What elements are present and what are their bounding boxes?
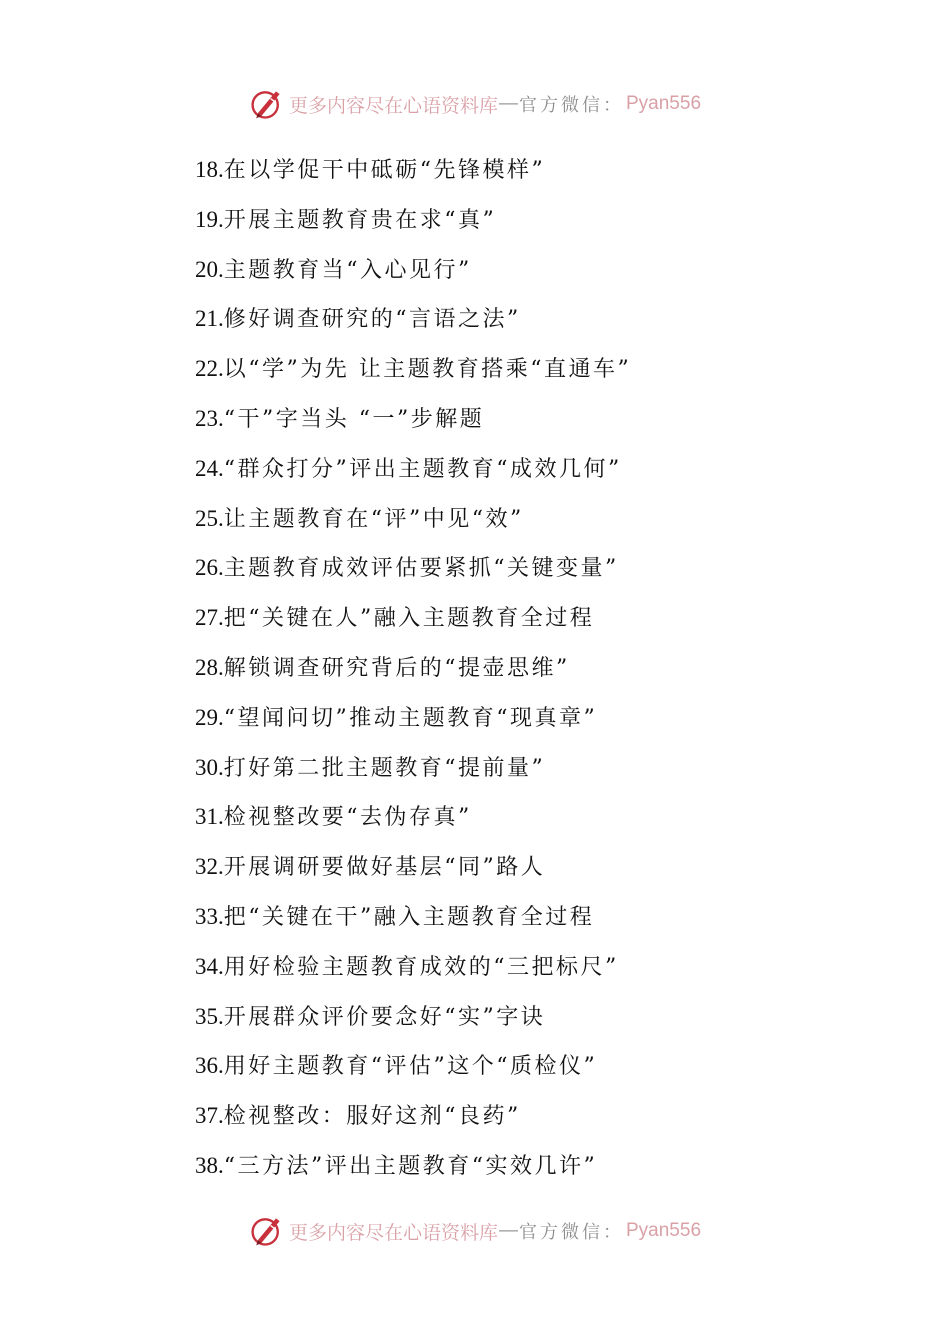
list-item [195, 297, 895, 347]
list-item-number: 31. [195, 804, 224, 830]
list-item-number: 32. [195, 854, 224, 880]
list-item [195, 447, 895, 497]
list-item-number: 26. [195, 555, 224, 581]
banner-wechat-id: Pyan556 [626, 93, 702, 114]
list-item-number: 23. [195, 405, 224, 431]
list-item [195, 845, 895, 895]
list-item-text: 主题教育当“入心见行” [223, 257, 472, 283]
list-item-number: 34. [195, 953, 224, 979]
list-item-number: 33. [195, 903, 224, 929]
list-item-number: 27. [195, 605, 224, 631]
banner-dash: — [499, 93, 518, 114]
list-item-text: “望闻问切”推动主题教育“现真章” [223, 705, 598, 731]
list-item [195, 198, 895, 248]
list-item-number: 25. [195, 505, 224, 531]
list-item-number: 38. [195, 1152, 224, 1178]
list-item [195, 1144, 895, 1194]
list-item-number: 36. [195, 1053, 224, 1079]
list-item-text: “三方法”评出主题教育“实效几许” [223, 1153, 598, 1179]
list-item-text: 修好调查研究的“言语之法” [223, 307, 521, 333]
list-item-number: 21. [195, 306, 224, 332]
banner-slogan: 更多内容尽在心语资料库 [288, 1221, 498, 1244]
list-item-text: “群众打分”评出主题教育“成效几何” [223, 456, 622, 482]
list-item [195, 945, 895, 995]
list-item [195, 397, 895, 447]
banner-official-label: 官方微信： [519, 95, 624, 116]
list-item-text: 把“关键在人”融入主题教育全过程 [223, 606, 595, 632]
list-item [195, 646, 895, 696]
list-item [195, 148, 895, 198]
list-item-text: 以“学”为先 让主题教育搭乘“直通车” [223, 357, 632, 383]
list-item [195, 497, 895, 547]
list-item-text: 让主题教育在“评”中见“效” [223, 506, 524, 532]
list-item-text: 解锁调查研究背后的“提壶思维” [223, 655, 570, 681]
list-item [195, 696, 895, 746]
list-item-number: 22. [195, 356, 224, 382]
list-item [195, 895, 895, 945]
list-item-number: 20. [195, 256, 224, 282]
list-item-text: 开展群众评价要念好“实”字诀 [223, 1004, 546, 1030]
list-item [195, 1094, 895, 1144]
list-item [195, 347, 895, 397]
list-item [195, 795, 895, 845]
list-item [195, 746, 895, 796]
list-item-text: “干”字当头 “一”步解题 [223, 406, 485, 432]
header-banner [0, 84, 950, 124]
list-item-number: 18. [195, 157, 224, 182]
list-item-number: 24. [195, 455, 224, 481]
list-item [195, 546, 895, 596]
list-item [195, 995, 895, 1045]
list-item [195, 596, 895, 646]
list-item-text: 把“关键在干”融入主题教育全过程 [223, 904, 595, 930]
banner-dash: — [499, 1220, 518, 1241]
list-item-number: 37. [195, 1103, 224, 1129]
list-item-text: 开展主题教育贵在求“真” [223, 207, 497, 233]
list-item-number: 30. [195, 754, 224, 780]
banner-slogan: 更多内容尽在心语资料库 [288, 94, 498, 117]
list-item-text: 用好主题教育“评估”这个“质检仪” [223, 1054, 598, 1080]
list-item-text: 打好第二批主题教育“提前量” [223, 755, 546, 781]
list-item-number: 28. [195, 654, 224, 680]
list-item-text: 用好检验主题教育成效的“三把标尺” [223, 954, 619, 980]
list-item [195, 248, 895, 298]
banner-official-label: 官方微信： [519, 1222, 624, 1243]
pen-logo-icon [249, 1213, 285, 1249]
list-item-number: 35. [195, 1003, 224, 1029]
list-item [195, 1044, 895, 1094]
list-item-text: 检视整改：服好这剂“良药” [223, 1104, 521, 1130]
title-list [195, 148, 895, 1194]
list-item-text: 开展调研要做好基层“同”路人 [223, 855, 546, 881]
banner-wechat-id: Pyan556 [626, 1220, 702, 1241]
footer-banner [0, 1211, 950, 1251]
pen-logo-icon [249, 86, 285, 122]
list-item-number: 19. [195, 206, 224, 232]
list-item-text: 主题教育成效评估要紧抓“关键变量” [223, 556, 619, 582]
list-item-text: 在以学促干中砥砺“先锋模样” [223, 158, 546, 183]
list-item-number: 29. [195, 704, 224, 730]
list-item-text: 检视整改要“去伪存真” [223, 805, 472, 831]
